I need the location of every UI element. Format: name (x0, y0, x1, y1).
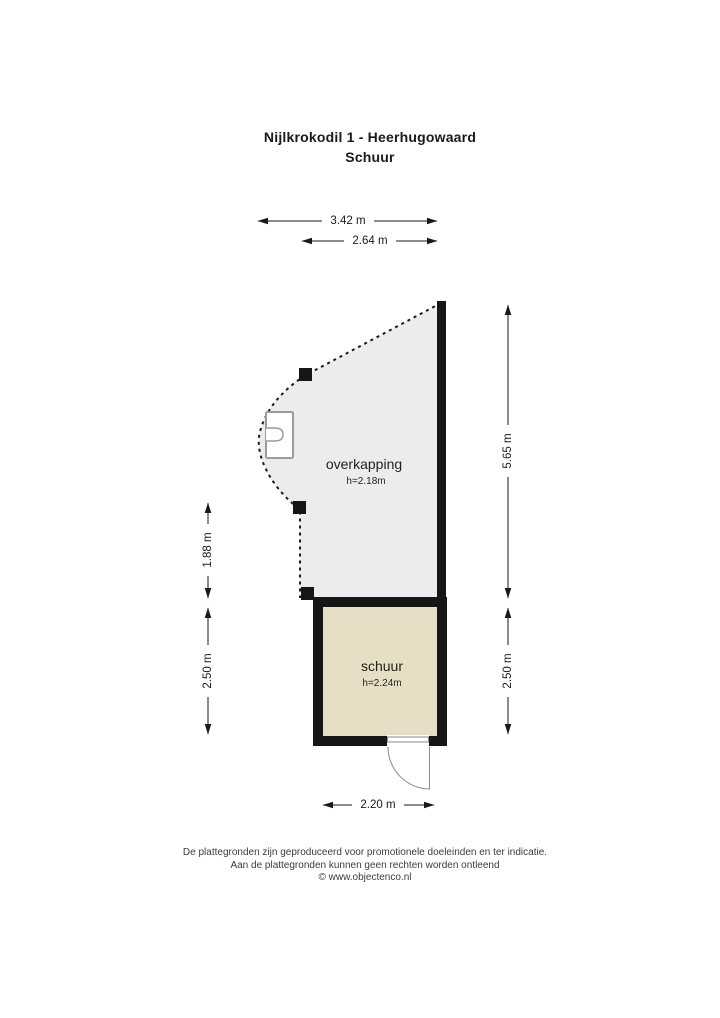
svg-text:2.64 m: 2.64 m (352, 235, 388, 247)
svg-text:3.42 m: 3.42 m (330, 215, 366, 227)
dimension-bottom (323, 797, 434, 813)
dimension-top-outer (258, 213, 437, 229)
footer-line3: © www.objectenco.nl (318, 872, 412, 883)
page-subtitle: Schuur (345, 149, 395, 165)
post-top (299, 368, 312, 381)
svg-text:1.88 m: 1.88 m (202, 532, 214, 568)
overkapping-label: overkapping (325, 456, 403, 472)
schuur-label: schuur (360, 658, 404, 674)
svg-text:2.20 m: 2.20 m (360, 799, 396, 811)
svg-text:2.50 m: 2.50 m (502, 653, 514, 689)
svg-text:5.65 m: 5.65 m (502, 433, 514, 469)
fixture-symbol (266, 412, 293, 458)
footer-line1: De plattegronden zijn geproduceerd voor promotionele doeleinden en ter indicatie. (182, 847, 548, 858)
dimension-right-upper (500, 305, 516, 598)
dimension-top-inner (302, 233, 437, 249)
door (388, 737, 429, 742)
dimension-left-upper (200, 503, 216, 598)
dimension-left-lower (200, 608, 216, 734)
svg-text:2.50 m: 2.50 m (202, 653, 214, 689)
page-title: Nijlkrokodil 1 - Heerhugowaard (263, 129, 477, 145)
footer (0, 847, 720, 885)
schuur-height-label: h=2.24m (362, 678, 402, 689)
post-middle (293, 501, 306, 514)
door-swing-arc (388, 747, 430, 789)
footer-line2: Aan de plattegronden kunnen geen rechten worden ontleend (230, 859, 500, 871)
overkapping-height-label: h=2.18m (346, 476, 386, 487)
dimension-right-lower (500, 608, 516, 734)
post-bottom (301, 587, 314, 600)
